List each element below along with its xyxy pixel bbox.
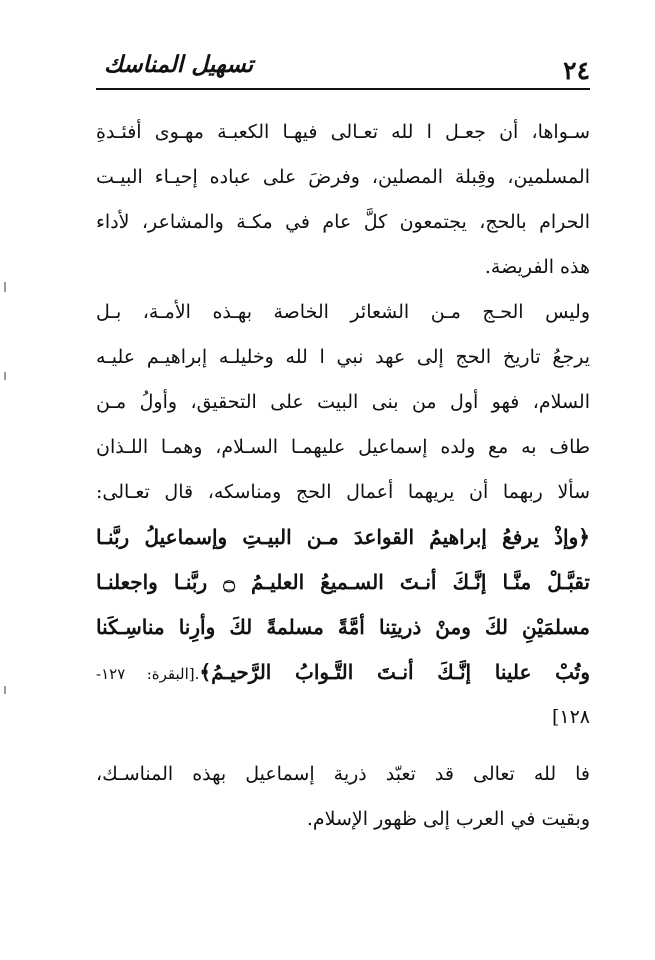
text-line: المسلمين، وقِبلة المصلين، وفرضَ على عباده إحيـاء البيـت xyxy=(96,166,590,188)
text-line: وبقيت في العرب إلى ظهور الإسلام. xyxy=(306,808,590,830)
text-line: سـواها، أن جعـل ا لله تعـالى فيهـا الكعبـة مهـوى أفئـدةِ xyxy=(96,121,590,143)
header-divider xyxy=(96,88,590,90)
page-number: ٢٤ xyxy=(563,56,590,85)
verse-line xyxy=(96,650,590,695)
verse-text: وتُبْ علينا إنَّـكَ أنـتَ التَّـوابُ الرَّحيـمُ﴾ xyxy=(199,660,590,684)
text-line: الحرام بالحج، يجتمعون كلَّ عام في مكـة والمشاعر، لأداء xyxy=(96,211,590,233)
text-line: يرجعُ تاريخ الحج إلى عهد نبي ا لله وخليلـه إبراهيـم عليـه xyxy=(96,346,590,368)
book-title: تسهيل المناسك xyxy=(104,51,254,78)
text-line: طاف به مع ولده إسماعيل عليهمـا السـلام، وهمـا اللـذان xyxy=(96,436,590,458)
text-line: فا لله تعالى قد تعبّد ذرية إسماعيل بهذه المناسـك، xyxy=(96,763,590,785)
running-header xyxy=(96,48,590,88)
text-line: سألا ربهما أن يريهما أعمال الحج ومناسكه، قال تعـالى: xyxy=(96,481,590,503)
verse-line: تقبَّـلْ منَّـا إنَّـكَ أنـتَ السـميعُ العليـمُ ۝ ربَّنـا واجعلنـا xyxy=(96,570,590,594)
verse-line: مسلمَيْنِ لكَ ومنْ ذريتِنا أمَّةً مسلمةً لكَ وأرِنا مناسِـكَنا xyxy=(96,615,590,639)
text-line: هذه الفريضة. xyxy=(484,256,590,278)
verse-reference-continued: ١٢٨] xyxy=(551,706,590,728)
verse-line: ﴿وإذْ يرفعُ إبراهيمُ القواعدَ مـن البيـتِ وإسماعيلُ ربَّنـا xyxy=(96,525,590,549)
body-text xyxy=(96,110,590,842)
verse-reference: .[البقرة: ١٢٧- xyxy=(96,665,200,683)
paragraph-gap xyxy=(96,740,590,752)
text-line: السلام، فهو أول من بنى البيت على التحقيق، وأولُ مـن xyxy=(96,391,590,413)
text-line: وليس الحـج مـن الشعائر الخاصة بهـذه الأمـة، بـل xyxy=(96,301,590,323)
scan-margin-mark xyxy=(4,686,6,694)
scan-margin-mark xyxy=(4,282,6,292)
scan-margin-mark xyxy=(4,372,6,380)
